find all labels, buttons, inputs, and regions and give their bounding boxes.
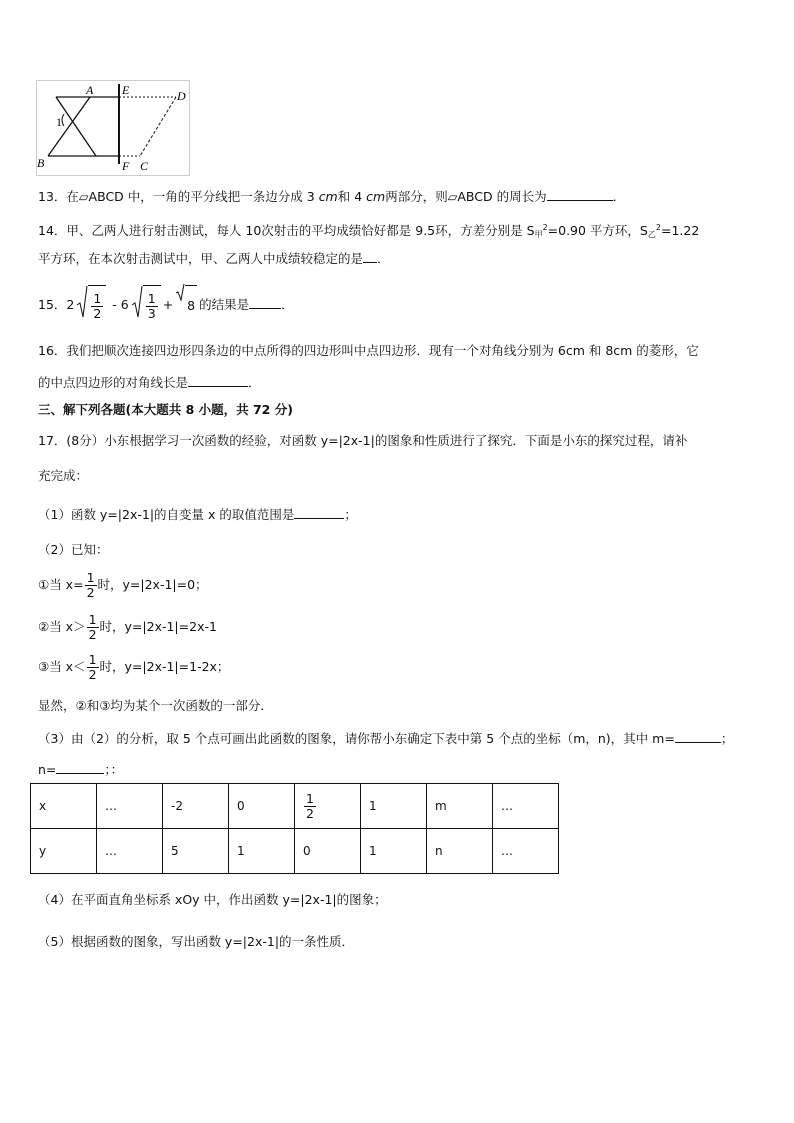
denominator: 3	[147, 306, 156, 321]
label-B: B	[37, 156, 45, 170]
fraction	[91, 292, 103, 321]
q14-text-a: 14．甲、乙两人进行射击测试，每人 10次射击的平均成绩恰好都是 9.5环，方差分别是 S	[38, 223, 535, 238]
subscript-yi: 乙	[647, 230, 656, 239]
q17-part-1	[38, 505, 357, 524]
table-cell: …	[97, 784, 163, 829]
fraction-half	[85, 571, 97, 600]
q15-text: 的结果是	[199, 297, 250, 312]
superscript-2: 2	[655, 223, 661, 232]
question-17-line-2	[38, 467, 88, 485]
radicand: 8	[185, 285, 197, 326]
radical-sign	[76, 285, 88, 319]
answer-blank[interactable]	[294, 505, 344, 519]
parallelogram-symbol: ▱	[447, 189, 458, 204]
q14-end: ．	[377, 251, 390, 266]
q13-number: 13．在	[38, 189, 79, 204]
answer-blank[interactable]	[363, 249, 377, 263]
table-cell: n	[427, 829, 493, 874]
answer-blank-n[interactable]	[56, 760, 104, 774]
numerator: 1	[88, 652, 97, 667]
label-A: A	[86, 83, 94, 97]
q17-p1-text: （1）函数 y=|2x-1|的自变量 x 的取值范围是	[38, 507, 295, 522]
dashed-DC	[140, 97, 176, 156]
q17-obvious: 显然，②和③均为某个一次函数的一部分．	[38, 698, 273, 713]
unit-cm: cm	[318, 189, 338, 204]
fraction-half	[304, 792, 316, 821]
q17-p3b-text: n=	[38, 762, 57, 777]
q17-p1-end: ；	[344, 507, 357, 522]
table-cell: …	[97, 829, 163, 874]
segment-diag-1	[56, 97, 96, 156]
q17-text-2: 充完成：	[38, 468, 89, 483]
table-cell: 1	[229, 829, 295, 874]
value-table	[30, 783, 559, 874]
label-angle-1: 1	[56, 115, 62, 129]
label-F: F	[122, 159, 130, 173]
table-cell: 1	[361, 829, 427, 874]
q17-text-1: 17．(8分）小东根据学习一次函数的经验，对函数 y=|2x-1|的图象和性质进行了探究．下面是小东的探究过程，请补	[38, 433, 688, 448]
label-E: E	[122, 83, 130, 97]
angle-arc	[62, 114, 64, 126]
denominator: 2	[93, 306, 102, 321]
q17-case-3	[38, 650, 229, 684]
plus-sign: +	[162, 297, 174, 312]
unit-cm: cm	[366, 189, 386, 204]
q17-p3-end: ；	[720, 731, 734, 746]
case-1-suffix: 时，y=|2x-1|=0；	[97, 577, 208, 592]
answer-blank[interactable]	[188, 373, 248, 387]
q13-text-4: ABCD 的周长为	[457, 189, 547, 204]
q17-part-5: （5）根据函数的图象，写出函数 y=|2x-1|的一条性质．	[38, 934, 355, 949]
q14-text-b: =0.90 平方环，S	[547, 223, 648, 238]
table-cell: 0	[295, 829, 361, 874]
minus-coef: - 6	[112, 297, 129, 312]
question-16-line-2	[38, 373, 261, 392]
question-17-line-1	[38, 432, 687, 450]
q16-end: ．	[248, 375, 261, 390]
q16-text-2: 的中点四边形的对角线长是	[38, 375, 189, 390]
q17-part-2: （2）已知：	[38, 542, 109, 557]
answer-blank[interactable]	[249, 295, 281, 309]
sqrt-expression	[131, 285, 161, 326]
sqrt-expression	[76, 285, 106, 326]
q13-text-3: 两部分，则	[385, 189, 448, 204]
segment-diag-2	[48, 97, 90, 156]
q14-text-line2: 平方环，在本次射击测试中，甲、乙两人中成绩较稳定的是	[38, 251, 364, 266]
q15-number: 15．	[38, 297, 67, 312]
question-13	[38, 187, 625, 206]
table-cell: -2	[163, 784, 229, 829]
radical-sign	[175, 283, 185, 301]
numerator: 1	[88, 612, 97, 627]
fraction-half	[87, 613, 99, 642]
case-2-suffix: 时，y=|2x-1|=2x-1	[99, 619, 217, 634]
question-14-line-1	[38, 219, 699, 244]
q13-end: ．	[612, 189, 626, 204]
answer-blank[interactable]	[547, 187, 613, 201]
q17-part-4: （4）在平面直角坐标系 xOy 中，作出函数 y=|2x-1|的图象；	[38, 892, 387, 907]
case-1-prefix: ①当 x=	[38, 577, 84, 592]
fraction	[146, 292, 158, 321]
table-cell	[295, 784, 361, 829]
table-row	[31, 829, 559, 874]
fraction-half	[87, 653, 99, 682]
denominator: 2	[86, 585, 95, 600]
label-D: D	[177, 89, 186, 103]
q17-p3b-end: ；：	[104, 762, 124, 777]
coef: 2	[66, 297, 75, 312]
table-cell: 5	[163, 829, 229, 874]
numerator: 1	[147, 291, 156, 306]
answer-blank-m[interactable]	[675, 729, 721, 743]
numerator: 1	[93, 291, 102, 306]
q17-case-2	[38, 610, 217, 644]
table-cell: …	[493, 829, 559, 874]
numerator: 1	[86, 570, 95, 585]
table-cell: …	[493, 784, 559, 829]
superscript-2: 2	[542, 223, 548, 232]
q17-p3-text: （3）由（2）的分析，取 5 个点可画出此函数的图象，请你帮小东确定下表中第 5 个点的坐标（m，n)，其中 m=	[38, 731, 675, 746]
denominator: 2	[88, 667, 97, 682]
table-cell: y	[31, 829, 97, 874]
subscript-jia: 甲	[534, 230, 543, 239]
q16-text-1: 16．我们把顺次连接四边形四条边的中点所得的四边形叫中点四边形．现有一个对角线分别为 6cm 和 8cm 的菱形，它	[38, 343, 699, 358]
q17-part-3	[38, 729, 733, 748]
q17-part-3b	[38, 760, 123, 779]
case-2-prefix: ②当 x＞	[38, 619, 86, 634]
question-15	[38, 285, 294, 325]
parallelogram-symbol: ▱	[78, 189, 89, 204]
question-14-line-2	[38, 249, 390, 268]
table-row	[31, 784, 559, 829]
q13-text-2: 和 4	[337, 189, 363, 204]
geometry-figure	[36, 80, 190, 176]
q15-end: ．	[281, 297, 294, 312]
table-cell: 1	[361, 784, 427, 829]
q17-case-1	[38, 568, 208, 602]
q14-text-c: =1.22	[660, 223, 700, 238]
table-cell: 0	[229, 784, 295, 829]
table-cell: m	[427, 784, 493, 829]
case-3-suffix: 时，y=|2x-1|=1-2x；	[99, 659, 230, 674]
sqrt-8	[175, 285, 197, 326]
section-heading: 三、解下列各题(本大题共 8 小题，共 72 分)	[38, 402, 293, 417]
denominator: 2	[306, 805, 314, 821]
table-cell: x	[31, 784, 97, 829]
label-C: C	[140, 159, 149, 173]
numerator: 1	[306, 790, 314, 806]
q13-text: ABCD 中，一角的平分线把一条边分成 3	[88, 189, 315, 204]
case-3-prefix: ③当 x＜	[38, 659, 86, 674]
radical-sign	[131, 285, 143, 319]
denominator: 2	[88, 627, 97, 642]
question-16-line-1	[38, 342, 699, 360]
